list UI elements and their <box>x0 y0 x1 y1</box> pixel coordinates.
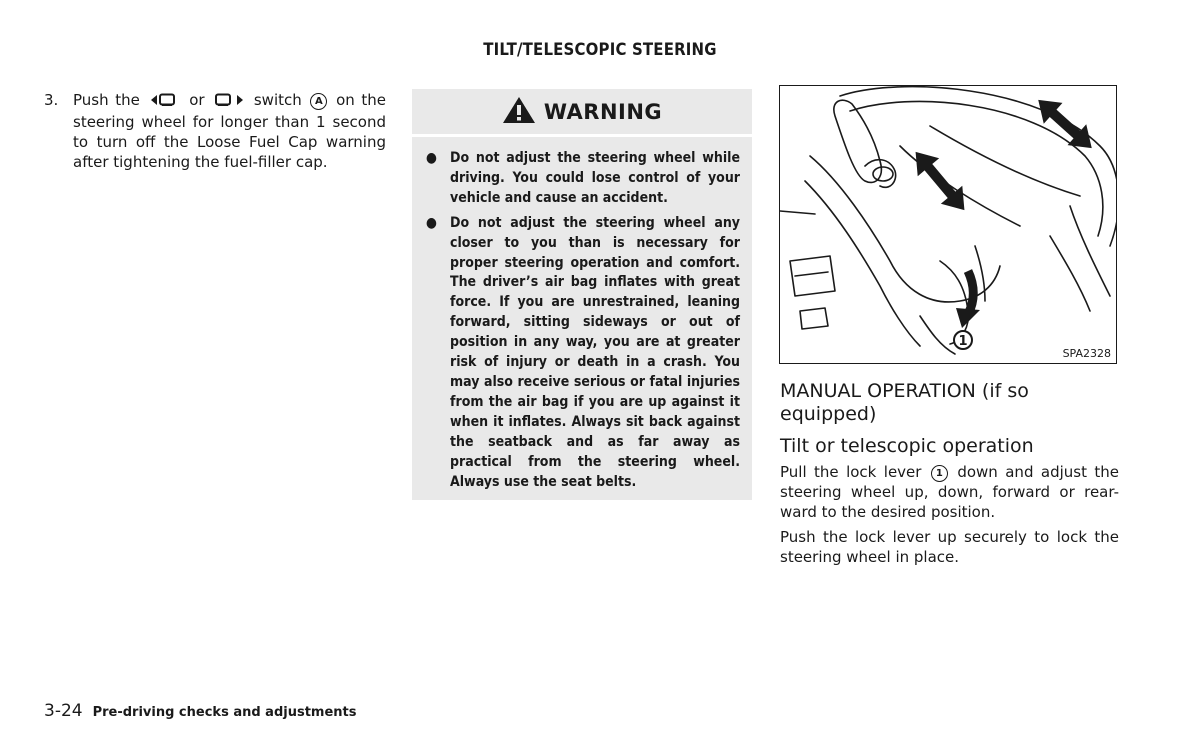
steering-illustration <box>779 85 1117 364</box>
warning-list <box>412 137 752 492</box>
bullet-icon: ● <box>426 150 437 166</box>
step-text <box>73 90 386 172</box>
bullet-icon: ● <box>426 214 437 231</box>
left-switch-icon <box>150 92 180 112</box>
callout-1: 1 <box>931 465 948 482</box>
callout-a: A <box>310 93 327 110</box>
step-text-part: or <box>189 91 205 109</box>
section-heading: MANUAL OPERATION (if so equipped) <box>780 380 1029 425</box>
step-text-part: Push the <box>73 91 140 109</box>
step-number: 3. <box>44 91 59 109</box>
paragraph-2: Push the lock lever up securely to lock the steering wheel in place. <box>780 528 1119 566</box>
right-switch-icon <box>214 92 244 112</box>
para-text: Pull the lock lever <box>780 463 922 481</box>
step-3 <box>44 90 386 172</box>
figure-callout-1: 1 <box>958 334 968 349</box>
warning-box <box>412 89 752 500</box>
warning-item <box>426 214 740 493</box>
warning-item-text: Do not adjust the steering wheel while driving. You could lose control of your vehicle and cause an accident. <box>450 150 740 206</box>
warning-triangle-icon <box>502 96 536 128</box>
warning-item-text: Do not adjust the steering wheel any closer to you than is necessary for proper steering operation and comfort. The driver’s air bag inflates with great force. If you are unrestrained, leaning forward, sitting sideways or out of position in any way, you are at greater risk of injury or death in a crash. You may also receive serious or fatal injuries from the air bag if you are up against it when it inflates. Always sit back against the seatback and as far away as practical from the steering wheel. Always use the seat belts. <box>450 214 740 490</box>
step-text-part: on the steering wheel for longer than 1 second to turn off the Loose Fuel Cap warning after tightening the fuel-filler cap. <box>73 91 387 171</box>
para-text: down and adjust the steering wheel up, down, forward or rear-ward to the desired position. <box>780 463 1120 521</box>
warning-label: WARNING <box>543 99 663 124</box>
page-footer <box>44 701 357 721</box>
page-title: TILT/TELESCOPIC STEERING <box>483 40 717 60</box>
figure-code: SPA2328 <box>1062 347 1111 360</box>
sub-heading: Tilt or telescopic operation <box>780 435 1034 457</box>
warning-item <box>426 149 740 209</box>
paragraph-1 <box>780 462 1119 522</box>
footer-section: Pre-driving checks and adjustments <box>92 705 357 720</box>
warning-header <box>412 89 752 137</box>
page-number: 3-24 <box>44 701 83 721</box>
step-text-part: switch <box>253 91 302 109</box>
